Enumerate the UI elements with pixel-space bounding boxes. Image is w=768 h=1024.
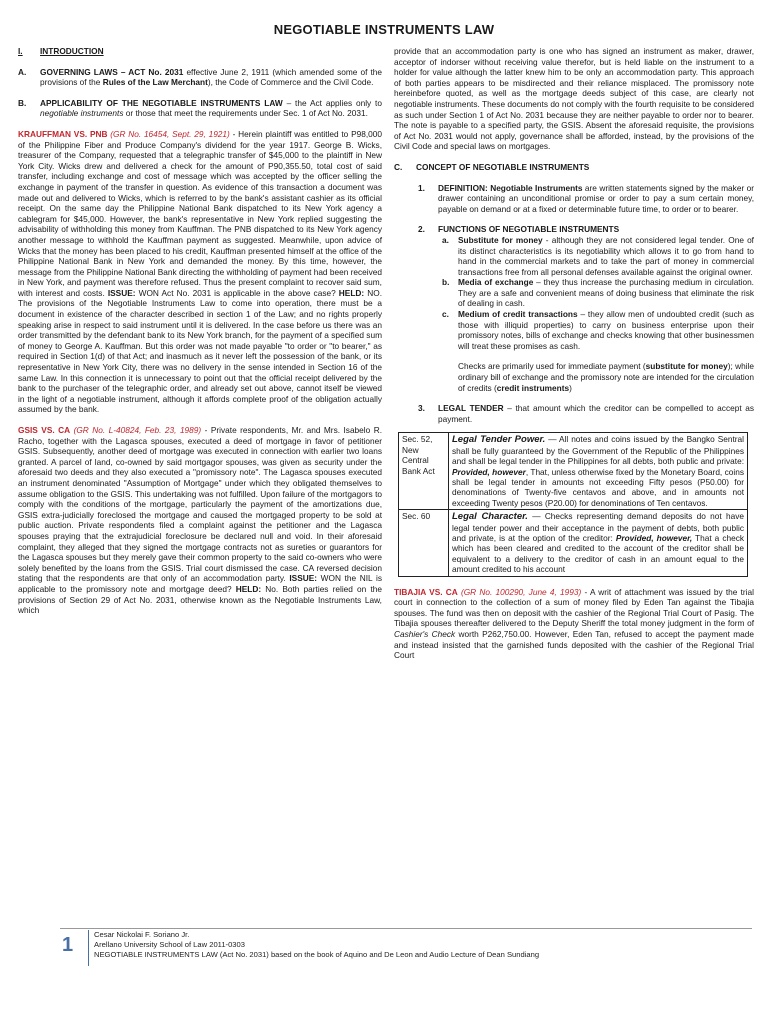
sub-text: – they thus increase the purchasing medium in circulation. They are a safe and convenient means of doing business that eliminate the risk of dealing in cash. — [458, 277, 754, 309]
item-legal-tender — [394, 403, 754, 424]
held-text: NO. The provisions of the Negotiable Instruments Law to come into operation, there must be a document in existence of the character described in section 1 of the Law; and no rights properly speaking arise in respect to said instrument until it is delivered. In the case before us there was an order transmitted by the defendant bank to its New York branch, for the payment of a specified sum of money to George A. Kauffman. But this order was not made payable "to order or "to bearer," as required in Section 1(d) of that Act; and inasmuch as it never left the possession of the bank, or its representative in New York City, there was no delivery in the sense intended in Section 16 of the same Law. In this connection it is unnecessary to point out that the official receipt delivered by the bank to the purchaser of the telegraphic order, and already set out above, cannot itself be viewed in the light of a negotiable instrument, although it affords complete proof of the obligation actually assumed by the bank. — [18, 287, 382, 415]
emphasis-text: credit instruments — [496, 382, 570, 393]
case-facts: worth P262,750.00. However, Eden Tan, refused to accept the payment made and instead insisted that the garnished funds deposited with the cashier of the Regional Trial Court — [394, 629, 754, 661]
item-text: are written statements signed by the maker or drawer containing an unconditional promise or order to pay a sum certain money, payable on demand or at a fixed or determinable future time, to order or to bearer. — [438, 182, 754, 214]
footer-author: Cesar Nickolai F. Soriano Jr. — [94, 930, 190, 939]
item-label: DEFINITION: — [438, 182, 488, 193]
issue-label: ISSUE: — [107, 287, 136, 298]
sub-letter: b. — [442, 277, 450, 288]
case-citation: (GR No. L-40824, Feb. 23, 1989) — [70, 425, 202, 435]
body-text: effective June 2, 1911 (which amended some of the provisions of the — [40, 66, 383, 88]
checks-note — [394, 361, 754, 393]
emphasis-text: negotiable instruments — [40, 108, 124, 119]
item-title: LEGAL TENDER — [438, 403, 504, 414]
section-number: I. — [18, 46, 23, 56]
page-title: NEGOTIABLE INSTRUMENTS LAW — [273, 22, 495, 37]
item-functions — [394, 224, 754, 235]
dash: – — [117, 66, 129, 77]
item-number: 1. — [418, 182, 425, 193]
sub-title: Substitute for money — [458, 234, 543, 245]
proviso-label: Provided, however, — [615, 533, 693, 544]
case-name: KRAUFFMAN VS. PNB — [18, 128, 108, 139]
sub-letter: c. — [442, 309, 449, 320]
issue-text: WON Act No. 2031 is applicable in the above case? — [135, 287, 339, 298]
dash: — — [527, 511, 545, 522]
page-number: 1 — [62, 934, 74, 956]
held-text: No. Both parties relied on the provisions of Section 29 of Act No. 2031, otherwise known as the Negotiable Instruments Law, which — [18, 583, 382, 616]
section-title: APPLICABILITY OF THE NEGOTIABLE INSTRUMENTS LAW — [40, 97, 283, 108]
case-citation: (GR No. 100290, June 4, 1993) — [457, 586, 582, 597]
section-number: B. — [18, 97, 27, 108]
footer-accent-bar — [88, 930, 89, 966]
right-column — [394, 46, 754, 661]
case-facts: - Private respondents, Mr. and Mrs. Isabelo R. Racho, together with the Lagasca spouses, executed a deed of mortgage in favor of petitioner GSIS. Subsequently, another deed of mortgage was executed in connection with earlier two loans granted. A parcel of land, co-owned by said mortgagor spouses, was given as security under the aforesaid two deeds and they also executed a "promissory note". The Lagasca spouses executed an instrument denominated "Assumption of Mortgage" under which they obligated themselves to assume obligation to the GSIS. This undertaking was not fulfilled. Upon failure of the mortgagors to comply with the conditions of the mortgage, particularly the payment of the amortizations due, GSIS extra-judicially foreclosed the mortgage and caused the mortgaged property to be sold at public auction. Private respondents filed a complaint against the petitioner and the Lagasca spouses praying that the extrajudicial foreclosure be declared null and void. In their aforesaid complaint, they alleged that they signed the mortgage contracts not as sureties or guarantors for the Lagasca spouses but they merely gave their common property to the said co-owners who were solely benefited by the loans from the GSIS. Trial court dismissed the case. CA reversed decision stating that the respondents are that only of an accommodation party. — [18, 425, 383, 584]
proviso-label: Provided, however — [452, 466, 526, 477]
defined-term: Negotiable Instruments — [490, 182, 583, 193]
section-title: GOVERNING LAWS — [40, 66, 118, 77]
held-label: HELD: — [235, 583, 262, 594]
dash: — — [545, 434, 560, 445]
provision-text: Checks representing demand deposits do not have legal tender power and their acceptance in the payment of debts, both public and private, is at the option of the creditor: — [452, 511, 744, 544]
footer-divider — [60, 928, 752, 929]
body-text: ), the Code of Commerce and the Civil Code. — [207, 77, 374, 88]
case-citation: (GR No. 16454, Sept. 29, 1921) — [107, 128, 230, 139]
body-text: ) — [569, 382, 572, 393]
sub-text: – they allow men of undoubted credit (such as those with illiquid properties) to carry on business enterprise upon their promissory notes, bills of exchange and checks knowing that other businessmen will treat these promises as cash. — [458, 309, 754, 351]
issue-text: WON the NIL is applicable to the promissory note and mortgage deed? — [18, 573, 382, 594]
provision-text: That a check which has been cleared and credited to the account of the creditor shall be equivalent to a delivery to the creditor of cash in an amount equal to the amount credited to his account — [452, 533, 745, 575]
case-gsis — [18, 425, 382, 616]
function-substitute-for-money — [394, 235, 754, 277]
case-tibajia — [394, 587, 754, 661]
rules-label: Rules of the Law Merchant — [102, 77, 208, 88]
item-title: FUNCTIONS OF NEGOTIABLE INSTRUMENTS — [438, 224, 620, 235]
issue-label: ISSUE: — [289, 573, 318, 584]
function-medium-of-credit — [394, 309, 754, 351]
body-text: ); while ordinary bill of exchange and the promissory note are intended for the circulation of credits ( — [458, 361, 755, 393]
case-facts: - A writ of attachment was issued by the trial court in connection to the collection of a sum of money filed by Eden Tan against the Tibajia spouses. The fund was then on deposit with the cashier of the Regional Trial Court of Pasig. The Tibajia spouses thereafter delivered to the Deputy Sheriff the total money judgment in the form of — [394, 586, 754, 629]
item-number: 3. — [418, 403, 425, 414]
table-row — [399, 510, 748, 576]
sub-text: - although they are not considered legal tender. One of its distinct characteristics is its negotiability which allows it to go from hand to hand in the commercial markets and to take the part of money in commercial transactions free from all personal defenses available against the original owner. — [458, 234, 754, 277]
item-number: 2. — [418, 224, 425, 235]
table-row — [399, 433, 748, 510]
footer-source: NEGOTIABLE INSTRUMENTS LAW (Act No. 2031) based on the book of Aquino and De Leon and Audio Lecture of Dean Sundiang — [94, 950, 540, 959]
left-column — [18, 46, 382, 616]
provision-heading: Legal Tender Power. — [452, 434, 546, 446]
section-number: A. — [18, 66, 27, 77]
section-introduction — [18, 46, 382, 57]
section-governing-laws — [18, 67, 382, 88]
provision-cell — [449, 510, 748, 576]
case-krauffman — [18, 129, 382, 415]
section-title: INTRODUCTION — [40, 46, 104, 56]
sub-title: Media of exchange — [458, 277, 534, 288]
provision-cell — [449, 433, 748, 510]
provision-heading: Legal Character. — [452, 511, 528, 523]
legal-tender-table — [398, 432, 748, 576]
emphasis-text: substitute for money — [645, 361, 728, 372]
section-applicability — [18, 98, 382, 119]
section-cell: Sec. 60 — [399, 510, 449, 576]
body-text: Checks are primarily used for immediate payment ( — [458, 361, 646, 372]
item-text: – that amount which the creditor can be compelled to accept as payment. — [438, 403, 754, 424]
case-facts: - Herein plaintiff was entitled to P98,000 of the Philippine Fiber and Produce Company's dividend for the year 1917. George B. Wicks, treasurer of the Company, requested that a telegraphic transfer of $45,000 to the plaintiff in New York City. Wicks drew and delivered a check for the amount of P90,355.50, total cost of said transfer, including exchange and cost of message which was accepted by the officer selling the exchange in payment of the transfer in question. As evidence of this transaction a document was made out and delivered to Wicks, which is referred to by the bank's assistant cashier as its official receipt. On the same day the Philippine National Bank dispatched to its New York agency a cablegram for $45,000. However, the bank's representative in New York replied suggesting the advisability of withholding this money from Kauffman. The PNB dispatched to its New York agency another message to withhold the Kauffman payment as suggested. Meanwhile, upon advice of Wicks that the money has been placed to his credit, Kauffman presented himself at the office of the Philippine National Bank in New York and demanded the money. By this time, however, the message from the Philippine National Bank directing the withholding of payment had been received in New York, and payment was therefore refused. Thus the present complaint to recover said sum, with interest and costs. — [18, 128, 382, 298]
function-media-of-exchange — [394, 277, 754, 309]
held-label: HELD: — [338, 287, 365, 298]
section-number: C. — [394, 161, 403, 172]
continued-paragraph: provide that an accommodation party is one who has signed an instrument as maker, drawer, acceptor of indorser without receiving value therefor, but is held liable on the instrument to a holder for value although the latter knew him to be only an accommodation party. This approach of both parties appears to be misdirected and their reliance misplaced. The promissory note hereinbefore quoted, as well as the mortgage deeds subject of this case, are clearly not negotiable instruments. These documents do not comply with the fourth requisite to be considered as such under Section 1 of Act No. 2031 because they are neither payable to order nor to bearer. The note is payable to a specified party, the GSIS. Absent the aforesaid requisite, the provisions of Act No. 2031 would not apply, governance shall be afforded, instead, by the provisions of the Civil Code and special laws on mortgages. — [394, 46, 754, 152]
footer-school: Arellano University School of Law 2011-0303 — [94, 940, 245, 949]
section-title: CONCEPT OF NEGOTIABLE INSTRUMENTS — [416, 161, 590, 172]
case-name: GSIS VS. CA — [18, 425, 71, 435]
footer-text — [94, 930, 539, 960]
case-name: TIBAJIA VS. CA — [394, 586, 458, 597]
body-text: – the Act applies only to — [282, 97, 382, 108]
emphasis-text: Cashier's Check — [394, 629, 456, 640]
provision-text: All notes and coins issued by the Bangko Sentral shall be fully guaranteed by the Government of the Republic of the Philippines and shall be legal tender in the Philippines for all debts, both public and private: — [452, 434, 744, 467]
provision-text: , That, unless otherwise fixed by the Monetary Board, coins shall be legal tender in amounts not exceeding Fifty pesos (P50.00) for denominations of Twenty-five centavos and above, and in amounts not exceeding Twenty pesos (P20.00) for denominations of Ten centavos. — [452, 466, 744, 508]
sub-letter: a. — [442, 234, 449, 245]
section-cell: Sec. 52, New Central Bank Act — [399, 433, 449, 510]
body-text: or those that meet the requirements under Sec. 1 of Act No. 2031. — [123, 108, 368, 119]
section-concept — [394, 162, 754, 173]
act-number: ACT No. 2031 — [128, 66, 184, 77]
item-definition — [394, 183, 754, 215]
sub-title: Medium of credit transactions — [458, 309, 578, 320]
